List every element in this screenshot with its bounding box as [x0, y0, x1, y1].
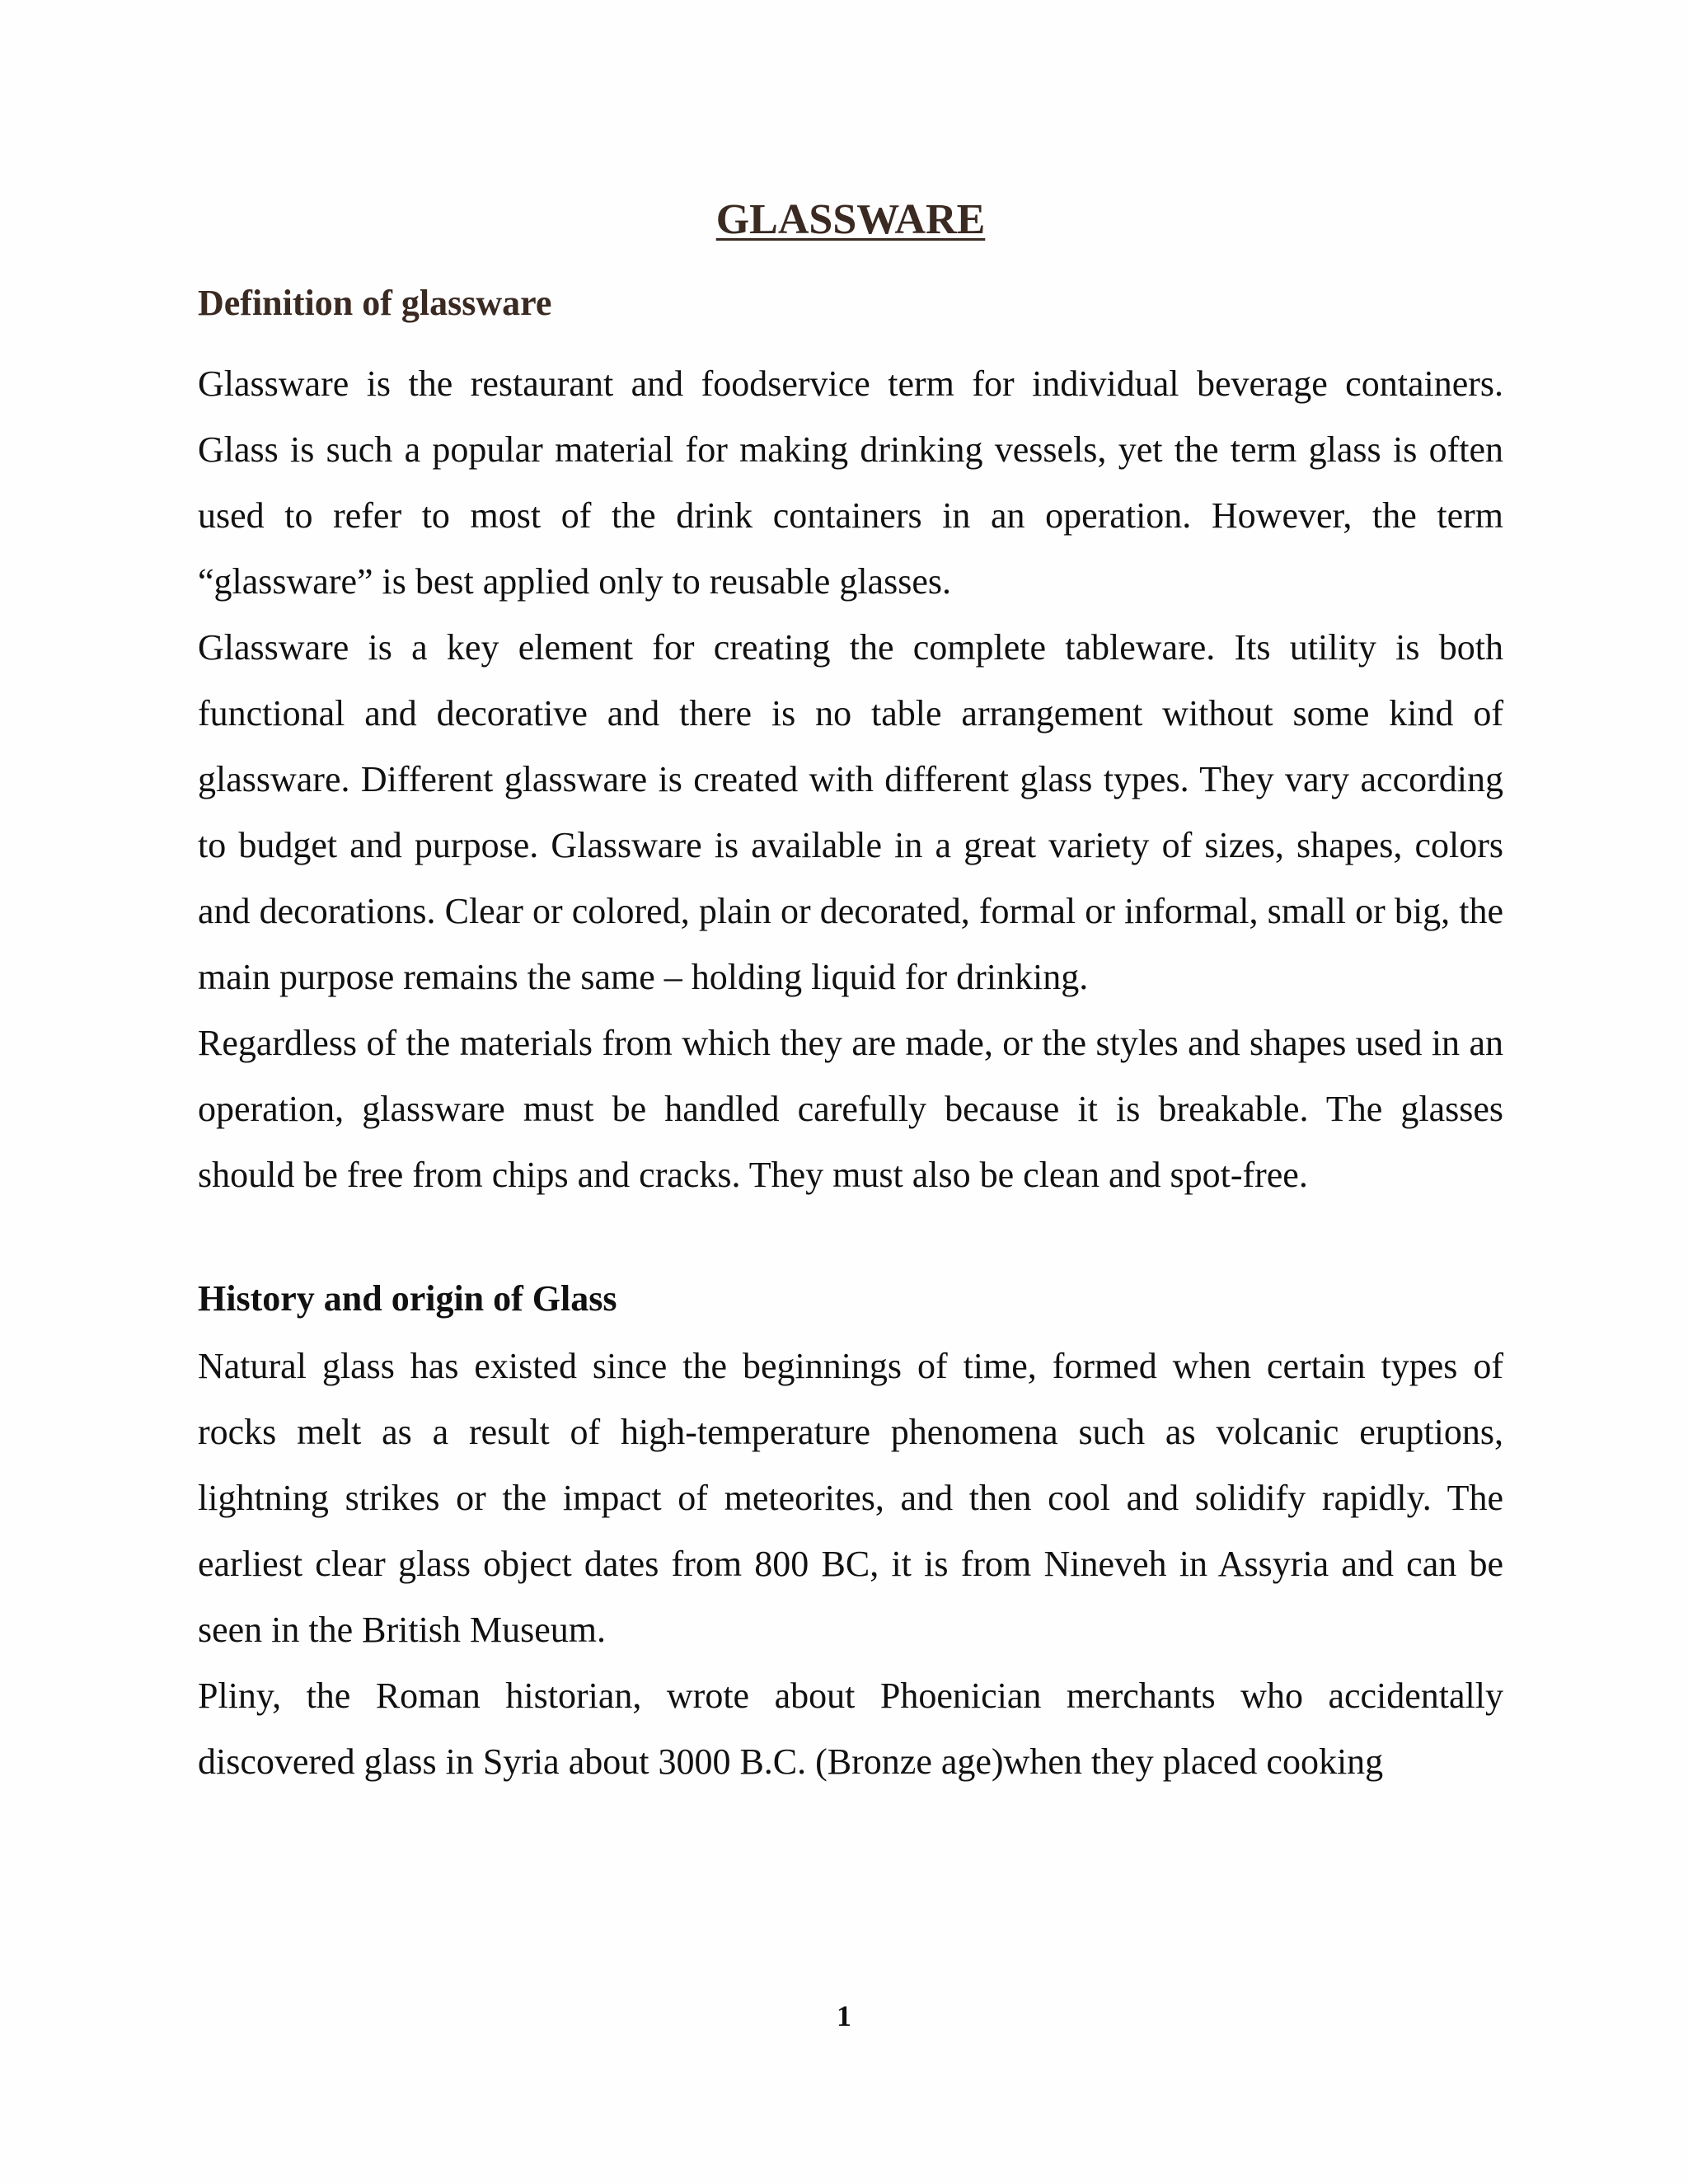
- paragraph-definition-3: Regardless of the materials from which they are made, or the styles and shapes used in an operation, glassware must be handled carefully because it is breakable. The glasses should be free from chips and cracks. They must also be clean and spot-free.: [198, 1023, 1503, 1195]
- document-title-text: GLASSWARE: [715, 196, 986, 243]
- paragraph-history-1: Natural glass has existed since the beginnings of time, formed when certain types of rocks melt as a result of high-temperature phenomena such as volcanic eruptions, lightning strikes or the impact of meteorites, and then cool and solidify rapidly. The earliest clear glass object dates from 800 BC, it is from Nineveh in Assyria and can be seen in the British Museum.: [198, 1346, 1503, 1650]
- page-number: 1: [837, 1999, 851, 2032]
- paragraph-history-2: Pliny, the Roman historian, wrote about Phoenician merchants who accidentally discovered glass in Syria about 3000 B.C. (Bronze age)when they placed cooking: [198, 1675, 1503, 1782]
- document-body: [198, 191, 1503, 1795]
- paragraph-definition-1: Glassware is the restaurant and foodservice term for individual beverage containers. Glass is such a popular material for making drinking vessels, yet the term glass is often used to refer to most of the drink containers in an operation. However, the term “glassware” is best applied only to reusable glasses.: [198, 363, 1503, 602]
- paragraph-definition-2: Glassware is a key element for creating the complete tableware. Its utility is both functional and decorative and there is no table arrangement without some kind of glassware. Different glassware is created with different glass types. They vary according to budget and purpose. Glassware is available in a great variety of sizes, shapes, colors and decorations. Clear or colored, plain or decorated, formal or informal, small or big, the main purpose remains the same – holding liquid for drinking.: [198, 627, 1503, 997]
- section-heading-history: History and origin of Glass: [198, 1278, 617, 1319]
- section-spacer: [198, 1208, 1503, 1274]
- section-heading-definition: Definition of glassware: [198, 283, 552, 323]
- document-title: [198, 191, 1503, 249]
